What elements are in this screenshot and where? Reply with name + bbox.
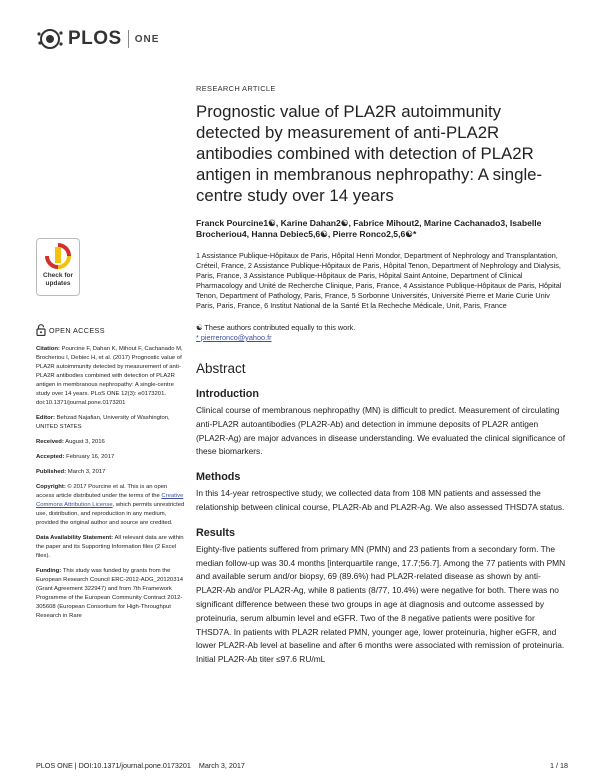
author-notes [196,323,568,343]
accepted-date: February 16, 2017 [66,454,115,460]
sidebar [36,238,186,627]
copyright-text-pre: © 2017 Pourcine et al. This is an open access article distributed under the terms of the [36,484,168,499]
check-updates-icon [45,243,71,271]
copyright-block [36,483,186,528]
logo-journal-name: ONE [134,33,160,45]
editor-label: Editor: [36,415,55,421]
page-number: 1 / 18 [550,761,568,770]
introduction-heading: Introduction [196,388,259,400]
accepted-label: Accepted: [36,454,65,460]
data-availability-label: Data Availability Statement: [36,535,114,541]
article-type: RESEARCH ARTICLE [196,84,276,93]
accepted-block [36,453,186,462]
funding-text: This study was funded by grants from the European Research Council ERC-2012-ADG_20120314 (Grant Agreement 322947) and from 7th Framework Programme of the European Community Contract 2012-305608 (European Consortium for High-Throughput Research in Rare [36,568,184,619]
introduction-text: Clinical course of membranous nephropathy (MN) is difficult to predict. Measurement of circulating anti-PLA2R autoantibodies (PLA2R-Ab) and detection in immune deposits of PLA2R antigen (PLA2R-Ag) are major advances in disease understanding. We evaluated the clinical significance of these biomarkers. [196,405,566,457]
check-updates-label: Check for updates [43,272,73,287]
citation-block [36,345,186,408]
results-text: Eighty-five patients suffered from primary MN (PMN) and 23 patients from a secondary form. The median follow-up was 30.4 months [interquartile range, 17.7;56.7]. Among the 77 patients with PMN and available serum and/or biopsy, 69 (89.6%) had PLA2R-related disease as shown by anti-PLA2R-Ab and/or PLA2R-Ag, while 8 patients (8/77, 10.4%) were negative for both. There was no significant difference between these two groups in age at diagnosis and outcome assessed by proteinuria, serum albumin level and eGFR. Two of the 8 negative patients were positive for THSD7A. In patients with PLA2R related PMN, younger age, lower proteinuria, higher eGFR, and lower PLA2R-Ab level at baseline and after 6 months were associated with remission of proteinuria. Initial PLA2R-Ab titer ≤97.6 RU/mL [196,543,566,665]
received-date: August 3, 2016 [65,439,105,445]
data-availability-text: All relevant data are within the paper and its Supporting Information files (2 Excel files). [36,535,184,559]
funding-label: Funding: [36,568,62,574]
abstract-heading: Abstract [196,361,246,376]
check-for-updates-badge[interactable] [36,238,80,296]
corresponding-email-link[interactable]: * pierreronco@yahoo.fr [196,333,272,342]
equal-contribution-note: ☯ These authors contributed equally to this work. [196,323,356,332]
affiliations: 1 Assistance Publique-Hôpitaux de Paris, Hôpital Henri Mondor, Department of Nephrology and Transplantation, Créteil, France, 2 Assistance Publique-Hôpitaux de Paris, Hôpital Tenon, Department of Nephrology and Dialysis, Paris, France, 3 Assistance Publique-Hôpitaux de Paris, Hôpital Saint Antoine, Department of Clinical Pharmacology and Unité de Recherche Clinique, Paris, France, 4 Assistance Publique-Hôpitaux de Paris, Hôpital Tenon, Department of Pathology, Paris, France, 5 Sorbonne Universités, Université Pierre et Marie Curie Univ Paris, Paris, France, 6 Institut National de la Santé Et la Recheche Médicale, Unit, Paris, France [196,251,562,310]
data-availability-block [36,534,186,561]
plos-logo-icon [36,28,64,50]
open-access-label: OPEN ACCESS [49,325,105,335]
received-label: Received: [36,439,64,445]
open-lock-icon [36,324,46,336]
published-date: March 3, 2017 [67,469,106,475]
funding-block [36,567,186,621]
methods-text: In this 14-year retrospective study, we collected data from 108 MN patients and assessed the relationship between clinical course, PLA2R-Ab and PLA2R-Ag. We also assessed THSD7A status. [196,488,565,512]
copyright-label: Copyright: [36,484,66,490]
results-heading: Results [196,526,236,539]
editor-text: Behzad Najafian, University of Washington, UNITED STATES [36,415,170,430]
article-title: Prognostic value of PLA2R autoimmunity detected by measurement of anti-PLA2R antibodies combined with detection of PLA2R antigen in membranous nephropathy: A single-centre study over 14 years [196,102,543,205]
methods-heading: Methods [196,471,241,484]
logo-plos-word: PLOS [68,28,122,49]
citation-label: Citation: [36,346,60,352]
received-block [36,438,186,447]
page-footer [36,761,568,770]
logo-divider [128,30,129,48]
published-label: Published: [36,469,67,475]
author-list: Franck Pourcine1☯, Karine Dahan2☯, Fabrice Mihout2, Marine Cachanado3, Isabelle Brocheriou4, Hanna Debiec5,6☯, Pierre Ronco2,5,6☯* [196,218,542,239]
copyright-text-post: , which permits unrestricted use, distribution, and reproduction in any medium, provided the original author and source are credited. [36,502,185,526]
footer-citation: PLOS ONE | DOI:10.1371/journal.pone.0173201 March 3, 2017 [36,761,245,770]
main-column [196,84,568,679]
cc-license-link[interactable]: Creative Commons Attribution License [36,493,184,508]
citation-text: Pourcine F, Dahan K, Mihout F, Cachanado M, Brocheriou I, Debiec H, et al. (2017) Prognostic value of PLA2R autoimmunity detected by measurement of anti-PLA2R antibodies combined with detection of PLA2R antigen in membranous nephropathy: A single-centre study over 14 years. PLoS ONE 12(3): e0173201. doi:10.1371/journal.pone.0173201 [36,346,183,406]
published-block [36,468,186,477]
open-access-row [36,324,186,336]
editor-block [36,414,186,432]
plos-one-logo[interactable] [36,28,159,50]
